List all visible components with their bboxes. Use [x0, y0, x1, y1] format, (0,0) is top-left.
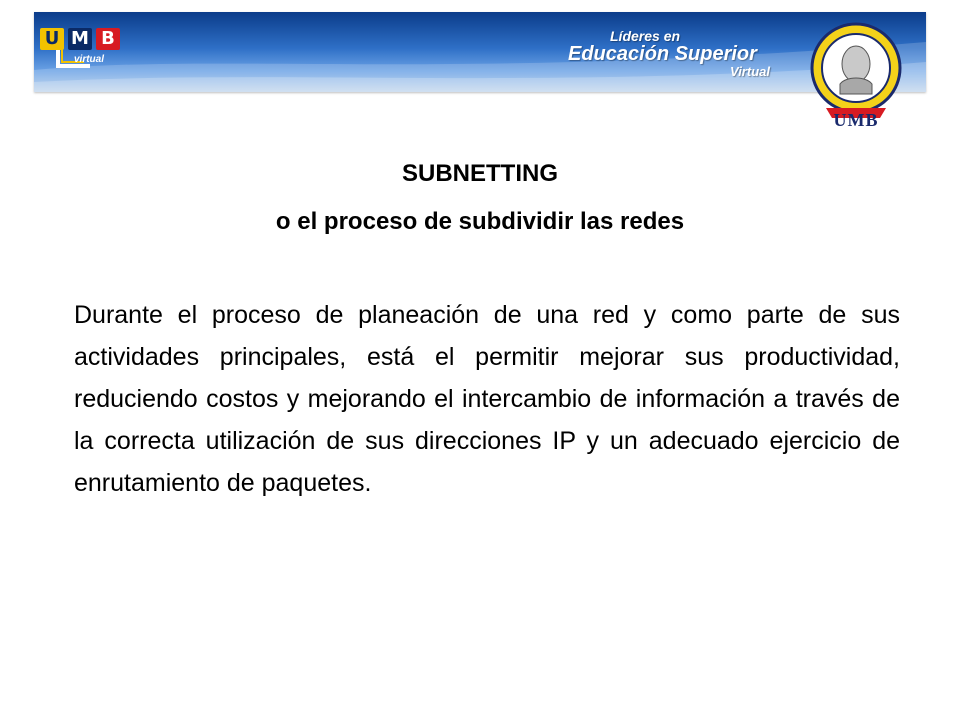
slide-title: SUBNETTING: [402, 160, 558, 187]
slogan-line-2: Educación Superior: [568, 43, 757, 65]
slogan-line-3: Virtual: [730, 64, 770, 79]
slide-subtitle: o el proceso de subdividir las redes: [275, 208, 685, 235]
logo-letters: [40, 28, 120, 50]
logo-subtitle: virtual: [74, 54, 105, 65]
slogan-line-1: Líderes en: [610, 28, 681, 44]
slide-body-paragraph: Durante el proceso de planeación de una red y como parte de sus actividades principales, está el permitir mejorar sus productividad, reduciendo costos y mejorando el intercambio de información a través de la correcta utilización de sus direcciones IP y un adecuado ejercicio de enrutamiento de paquetes.: [74, 301, 900, 497]
seal-label: UMB: [833, 110, 879, 130]
logo-letter-u: U: [40, 28, 64, 50]
logo-letter-m: M: [68, 28, 92, 50]
logo-letter-b: B: [96, 28, 120, 50]
slogan: [560, 28, 790, 79]
